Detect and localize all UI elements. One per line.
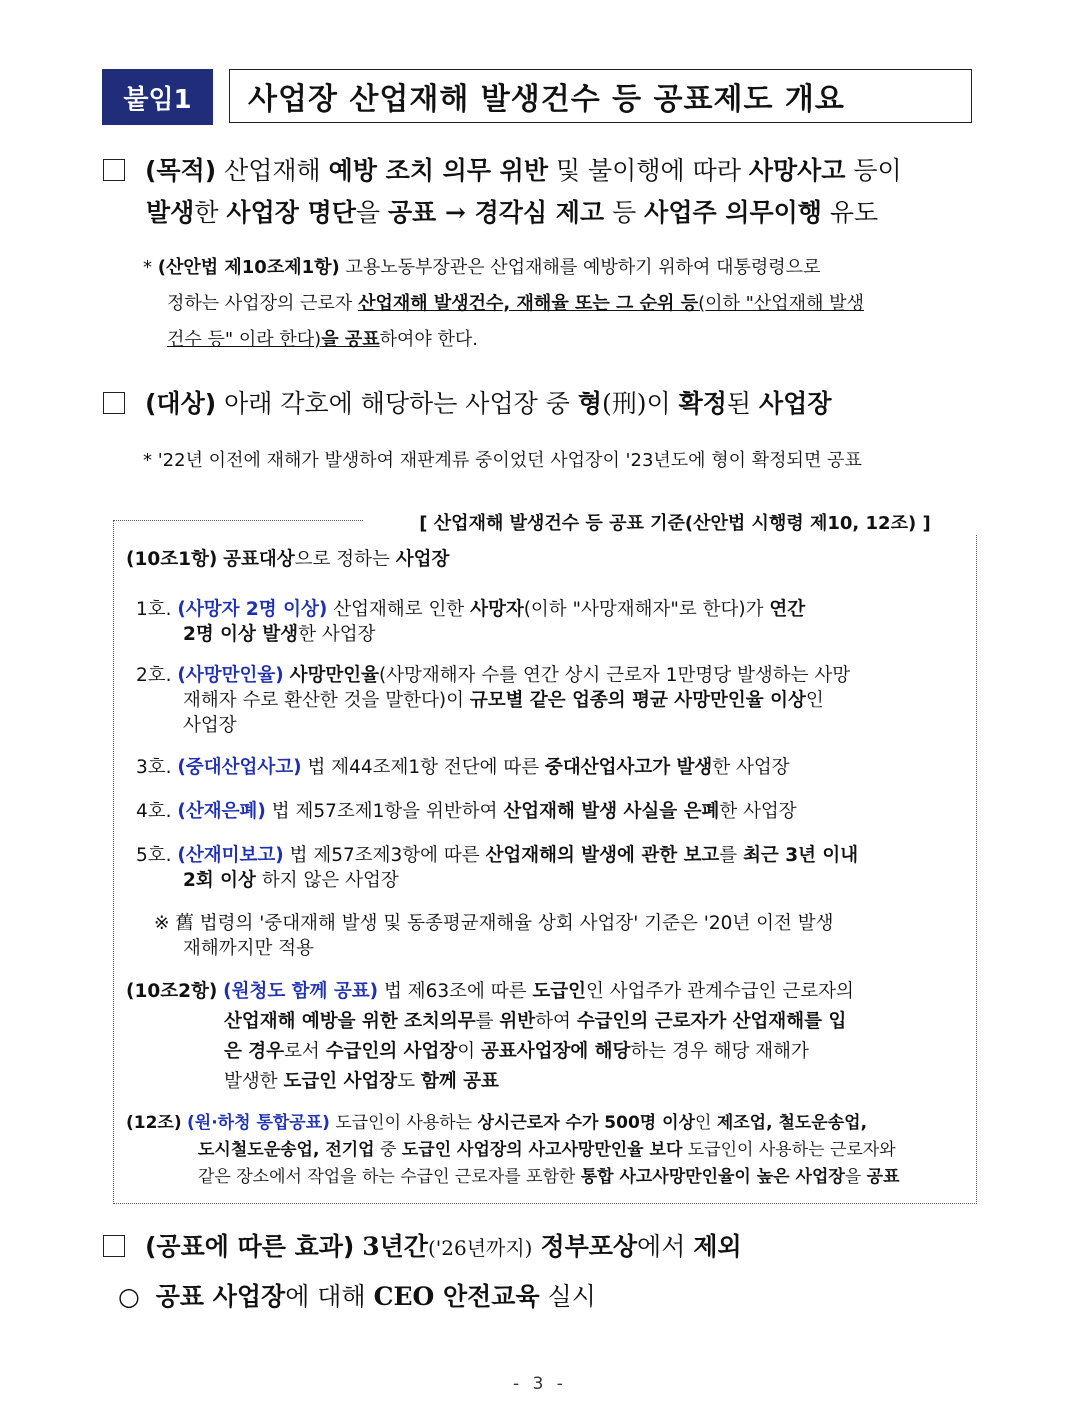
text: (이하 "사망재해자"로 한다)가: [523, 599, 764, 620]
text: 통합 사고사망만인율이 높은 사업장: [580, 1167, 845, 1187]
article-10-1: [126, 547, 449, 572]
text: 2호.: [136, 665, 172, 686]
text: 수급인의 근로자가 산업재해를 입: [576, 1011, 847, 1032]
text: 도: [397, 1071, 416, 1092]
text: (10조1항): [126, 549, 218, 570]
text: 법 제57조제3항에 따른: [289, 845, 480, 866]
text: 위반: [499, 1011, 536, 1032]
article-12: [126, 1111, 971, 1190]
text: (10조2항): [126, 981, 218, 1002]
effect-label: (공표에 따른 효과): [145, 1232, 355, 1261]
text: 건수 등" 이라 한다): [167, 329, 322, 350]
text: ※ 舊 법령의 '중대재해 발생 및 동종평균재해율 상회 사업장' 기준은 '20년 이전 발생: [154, 913, 834, 934]
law-note: [143, 250, 978, 358]
text: 사업장: [395, 549, 450, 570]
page-title: [229, 69, 972, 123]
text: 같은 장소에서 작업을 하는 수급인 근로자를 포함한: [198, 1167, 576, 1187]
text: * '22년 이전에 재해가 발생하여 재판계류 중이었던 사업장이 '23년도에 형이 확정되면 공표: [143, 450, 862, 471]
item-4: [136, 799, 797, 824]
text: 공표: [866, 1167, 900, 1187]
text: (산재미보고): [177, 845, 284, 866]
text: (원·하청 통합공표): [187, 1113, 330, 1133]
text: 정하는 사업장의 근로자: [167, 293, 353, 314]
remark: [154, 911, 969, 961]
text: 형: [577, 389, 602, 418]
text: 및 불이행에 따라: [555, 156, 741, 185]
text: 공표사업장에 해당: [481, 1041, 631, 1062]
text: 사망자: [470, 599, 524, 620]
purpose-section: [103, 150, 983, 234]
text: 하여: [535, 1011, 571, 1032]
text: 고용노동부장관은 산업재해를 예방하기 위하여 대통령령으로: [345, 257, 821, 278]
item-1: [136, 597, 966, 647]
text: 5호.: [136, 845, 172, 866]
text: 를: [719, 845, 738, 866]
standards-box: [113, 513, 977, 1204]
text: 발생: [146, 198, 195, 227]
effect-section: [103, 1226, 983, 1269]
text: 규모별 같은 업종의 평균 사망만인율 이상: [469, 690, 806, 711]
text: 로서: [284, 1041, 320, 1062]
text: (산재은폐): [177, 801, 266, 822]
text: 산업재해의 발생에 관한 보고: [485, 845, 720, 866]
text: 을: [355, 198, 381, 227]
text: (원청도 함께 공표): [223, 981, 379, 1002]
text: 산업재해 예방을 위한 조치의무: [224, 1011, 476, 1032]
page-title-text: 사업장 산업재해 발생건수 등 공표제도 개요: [248, 82, 845, 117]
target-label: (대상): [145, 389, 217, 418]
text: 공표 사업장: [155, 1282, 286, 1311]
ceo-education-item: [118, 1277, 596, 1313]
text: 공표 → 경각심 제고: [388, 198, 605, 227]
target-note: [143, 443, 978, 479]
text: 중: [380, 1140, 397, 1160]
text: 한 사업장: [298, 624, 376, 645]
text: CEO 안전교육: [373, 1282, 540, 1311]
text: (사망재해자 수를 연간 상시 근로자 1만명당 발생하는 사망: [378, 665, 851, 686]
text: (중대산업사고): [177, 757, 302, 778]
text: 2명 이상 발생: [183, 624, 299, 645]
text: 사업장 명단: [226, 198, 356, 227]
text: 을 공표: [321, 329, 380, 350]
text: 도급인 사업장의 사고사망만인율 보다: [401, 1140, 683, 1160]
text: 도시철도운송업, 전기업: [198, 1140, 375, 1160]
text: 한: [194, 198, 219, 227]
text: 중대산업사고가 발생: [545, 757, 713, 778]
text: 하여야 한다.: [379, 329, 479, 350]
text: 인: [694, 1113, 712, 1133]
text: 확정: [678, 389, 727, 418]
text: 4호.: [136, 801, 172, 822]
circle-bullet-icon: ○: [118, 1282, 140, 1311]
text: (이하 "산업재해 발생: [698, 293, 864, 314]
text: 사망사고: [748, 156, 846, 185]
text: 예방 조치 의무 위반: [328, 156, 548, 185]
text: 공표대상: [223, 549, 295, 570]
target-section: [103, 383, 983, 425]
text: 등: [612, 198, 637, 227]
text: (사망자 2명 이상): [177, 599, 328, 620]
text: 를: [475, 1011, 494, 1032]
text: 수급인의 사업장: [325, 1041, 458, 1062]
text: 법 제63조에 따른: [383, 981, 527, 1002]
text: (12조): [126, 1113, 182, 1133]
text: 산업재해 발생건수, 재해율 또는 그 순위 등: [358, 293, 699, 314]
text: 2회 이상: [183, 870, 256, 891]
text: 연간: [769, 599, 806, 620]
text: 으로 정하는: [294, 549, 390, 570]
text: 법 제57조제1항을 위반하여: [271, 801, 498, 822]
text: 하지 않은 사업장: [261, 870, 399, 891]
standards-title: [ 산업재해 발생건수 등 공표 기준(산안법 시행령 제10, 12조) ]: [364, 509, 986, 535]
text: 등이: [853, 156, 902, 185]
page-number: - 3 -: [513, 1374, 567, 1394]
text: 정부포상: [540, 1232, 638, 1261]
text: 도급인: [532, 981, 586, 1002]
text: 상시근로자 수가 500명 이상: [477, 1113, 695, 1133]
text: 제조업, 철도운송업,: [716, 1113, 868, 1133]
article-10-2: [126, 979, 971, 1094]
text: 사업주 의무이행: [644, 198, 822, 227]
text: (사망만인율): [177, 665, 284, 686]
item-5: [136, 843, 966, 893]
text: 한 사업장: [712, 757, 790, 778]
text: 산업재해로 인한: [333, 599, 465, 620]
text: 발생한: [224, 1071, 278, 1092]
text: 아래 각호에 해당하는 사업장 중: [224, 389, 570, 418]
text: 인: [805, 690, 824, 711]
item-2: [136, 663, 966, 738]
text: 산업재해 발생 사실을 은폐: [503, 801, 720, 822]
text: 도급인 사업장: [283, 1071, 398, 1092]
text: 제외: [693, 1232, 742, 1261]
text: 에서: [637, 1232, 686, 1261]
text: 1호.: [136, 599, 172, 620]
text: 법 제44조제1항 전단에 따른: [307, 757, 540, 778]
checkbox-square-icon: [103, 1235, 125, 1257]
text: 을: [844, 1167, 862, 1187]
text: ('26년까지): [427, 1236, 533, 1260]
text: 은 경우: [224, 1041, 285, 1062]
text: 된: [726, 389, 752, 418]
text: 3호.: [136, 757, 172, 778]
purpose-label: (목적): [145, 156, 217, 185]
text: 사망만인율: [289, 665, 379, 686]
text: 한 사업장: [719, 801, 797, 822]
text: 함께 공표: [420, 1071, 499, 1092]
text: 재해자 수로 환산한 것을 말한다)이: [183, 690, 464, 711]
text: 도급인이 사용하는: [335, 1113, 473, 1133]
text: 도급인이 사용하는 근로자와: [687, 1140, 896, 1160]
text: 이: [457, 1041, 476, 1062]
text: 하는 경우 해당 재해가: [630, 1041, 809, 1062]
checkbox-square-icon: [103, 392, 125, 414]
text: 최근 3년 이내: [743, 845, 859, 866]
text: 유도: [829, 198, 879, 227]
checkbox-square-icon: [103, 159, 125, 181]
text: 재해까지만 적용: [183, 938, 314, 959]
item-3: [136, 755, 790, 780]
asterisk: *: [143, 257, 152, 278]
text: (刑)이: [601, 389, 671, 418]
text: 실시: [547, 1282, 596, 1311]
appendix-badge: 붙임1: [102, 69, 213, 125]
text: 사업장: [759, 389, 832, 418]
text: 사업장: [183, 715, 237, 736]
text: 에 대해: [285, 1282, 366, 1311]
text: 산업재해: [224, 156, 321, 185]
text: 인 사업주가 관계수급인 근로자의: [586, 981, 854, 1002]
law-note-label: (산안법 제10조제1항): [157, 257, 340, 278]
text: 3년간: [362, 1232, 428, 1261]
